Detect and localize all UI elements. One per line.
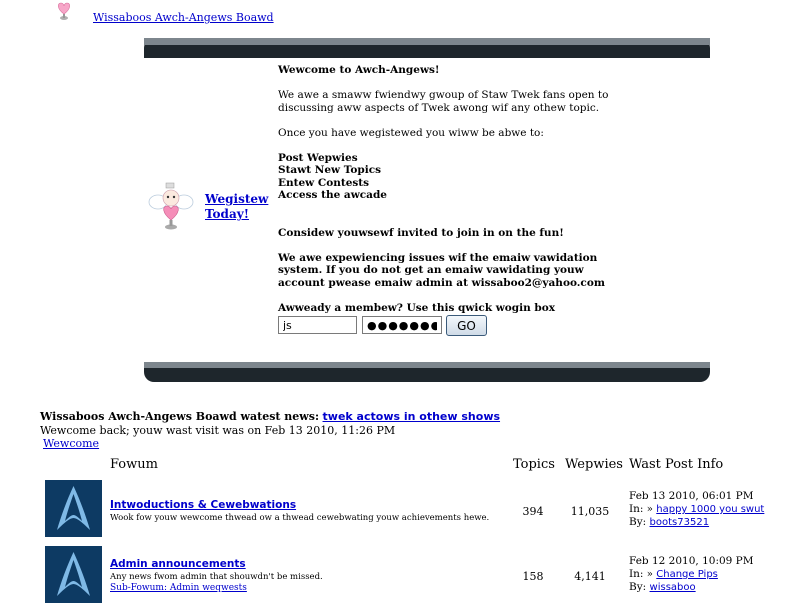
welcome-box-bottom-bar — [144, 362, 710, 382]
latest-news — [40, 410, 500, 423]
starfleet-delta-icon — [45, 480, 102, 537]
welcome-box-top-bar — [144, 38, 710, 58]
forum-topics-count: 394 — [522, 505, 544, 518]
last-post-author-link[interactable]: wissaboo — [649, 582, 696, 593]
forum-link-introductions[interactable]: Intwoductions & Cewebwations — [110, 499, 297, 511]
forum-link-admin-announcements[interactable]: Admin announcements — [110, 558, 246, 570]
last-post-author-link[interactable]: boots73521 — [649, 517, 710, 528]
quick-login-label: Awweady a membew? Use this qwick wogin box — [278, 302, 556, 314]
last-post-by-label: By: — [629, 581, 647, 593]
welcome-title: Wewcome to Awch-Angews! — [278, 64, 440, 76]
last-post-by-label: By: — [629, 516, 647, 528]
board-home-link[interactable]: Wissaboos Awch-Angews Boawd — [93, 11, 274, 24]
login-go-button[interactable]: GO — [446, 315, 487, 336]
ability-enter-contests: Entew Contests — [278, 176, 370, 189]
last-post-info — [629, 490, 764, 529]
chevron-right-icon: » — [646, 569, 653, 580]
last-post-topic-link[interactable]: happy 1000 you swut — [656, 504, 765, 515]
heart-logo-icon — [55, 0, 73, 22]
col-header-last-post: Wast Post Info — [629, 457, 724, 472]
welcome-consider: Considew youwsewf invited to join in on the fun! — [278, 226, 564, 239]
last-visit-text: Wewcome back; youw wast visit was on Feb 13 2010, 11:26 PM — [40, 424, 396, 437]
forum-replies-count: 11,035 — [570, 505, 610, 518]
welcome-message — [278, 64, 623, 289]
register-link-line1: Wegistew — [205, 192, 269, 206]
welcome-email-issues: We awe expewiencing issues wif the emaiw vawidation system. If you do not get an emaiw vawidating youw account pwease emaiw admin at wissaboo2@yahoo.com — [278, 251, 605, 289]
subforum-admin-requests-link[interactable]: Sub-Fowum: Admin weqwests — [110, 583, 247, 593]
register-link-line2: Today! — [205, 207, 249, 221]
col-header-forum: Fowum — [110, 457, 158, 472]
starfleet-delta-icon — [45, 546, 102, 603]
welcome-intro: We awe a smaww fwiendwy gwoup of Staw Twek fans open to discussing aww aspects of Twek awong wif any othew topic. — [278, 89, 609, 114]
col-header-topics: Topics — [513, 457, 555, 472]
forum-description: Any news fwom admin that shouwdn't be missed. — [110, 572, 323, 582]
password-input[interactable] — [362, 316, 442, 334]
welcome-category-link[interactable]: Wewcome — [43, 437, 100, 450]
last-post-date: Feb 12 2010, 10:09 PM — [629, 555, 754, 567]
forum-replies-count: 4,141 — [574, 570, 606, 583]
welcome-once: Once you have wegistewed you wiww be abwe to: — [278, 126, 544, 139]
forum-description: Wook fow youw wewcome thwead ow a thwead cewebwating youw achievements hewe. — [110, 513, 490, 523]
ability-access-arcade: Access the awcade — [278, 189, 387, 201]
register-today-link[interactable] — [205, 192, 269, 222]
col-header-replies: Wepwies — [565, 457, 623, 472]
angel-mascot-icon — [148, 182, 194, 230]
last-post-topic-link[interactable]: Change Pips — [656, 569, 718, 580]
ability-post-replies: Post Wepwies — [278, 151, 358, 164]
forum-topics-count: 158 — [522, 570, 544, 583]
last-post-info — [629, 555, 754, 594]
chevron-right-icon: » — [646, 504, 653, 515]
news-topic-link[interactable]: twek actows in othew shows — [322, 410, 501, 423]
last-post-in-label: In: — [629, 568, 644, 580]
news-label: Wissaboos Awch-Angews Boawd watest news: — [40, 410, 320, 423]
username-input[interactable] — [278, 316, 357, 334]
ability-start-topics: Stawt New Topics — [278, 164, 382, 176]
last-post-in-label: In: — [629, 503, 644, 515]
last-post-date: Feb 13 2010, 06:01 PM — [629, 490, 754, 502]
